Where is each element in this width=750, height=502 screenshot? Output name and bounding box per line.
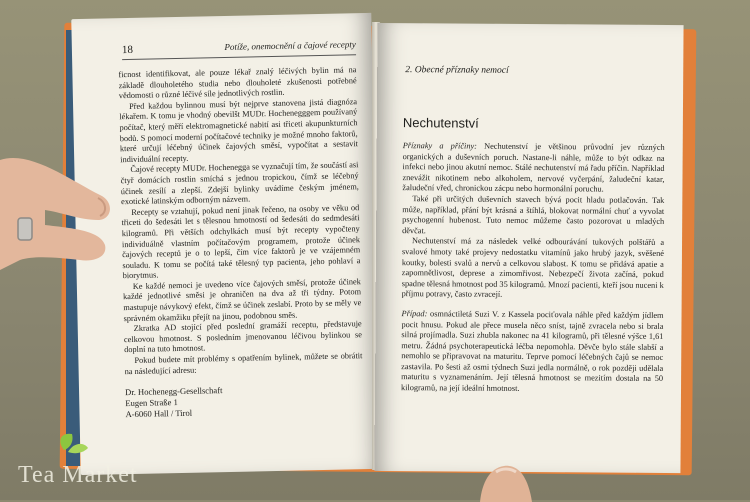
- right-page: [374, 23, 683, 473]
- symptoms-text: Nechutenství je většinou průvodní jev různých organických a duševních poruch. Nastane-li náhle, může to být odkaz na infekci nebo jinou akutní nemoc. Stálé nechutenství má řadu příčin. Například znevážit nikotinem nebo alkoholem, nervové vyčerpání, žaludeční katar, žaludeční vřed, chronickou zácpu nebo hormonální poruchu.: [402, 141, 665, 194]
- address-line: Dr. Hochenegg-Gesellschaft: [124, 385, 223, 398]
- paragraph: Nechutenství má za následek velké odbourávání tukových polštářů a svalové hmoty také projevy nedostatku vitamínů jako hrubý jazyk, svěšené koutky, bolesti svalů a nervů a celkovou slabost. K tomu se přidává apatie a zapomnětlivost, deprese a zimomřivost. Nebezpečí života začíná, pokud spadne tělesná hmotnost pod 35 kilogramů. Mnozí pacienti, kteří jsou nuceni k příjmu potravy, často zvracejí.: [401, 236, 665, 300]
- case-label: Případ:: [401, 309, 428, 319]
- running-head: Potíže, onemocnění a čajové recepty: [224, 39, 356, 52]
- symptoms-label: Příznaky a příčiny:: [402, 141, 477, 151]
- paragraph: Ke každé nemoci je uvedeno více čajových směsí, protože účinek každé jednotlivé směsi je ohraničen na dva až tři týdny. Potom mastupuje návykový efekt, čímž se účinek zeslabí. Proto by se měly ve správném okamžiku přejít na jinou, podobnou směs.: [122, 277, 362, 323]
- bottom-hand: [470, 462, 550, 502]
- address-block: [125, 382, 364, 420]
- symptoms-paragraph: [402, 141, 664, 196]
- paragraph: Čajové recepty MUDr. Hochenegga se vyznačují tím, že součástí asi čtyř domácích rostlin smíchá s jednou tropickou, čímž se léčebný účinek zesílí a zlepší. Zdejší bylinky uvádíme českým jménem, exotické latinským odborným názvem.: [120, 160, 359, 207]
- watermark-text: Tea Market: [18, 462, 138, 488]
- address-line: A-6060 Hall / Tirol: [125, 407, 193, 420]
- case-text: osmnáctiletá Suzi V. z Kassela pociťovala náhle před každým jídlem pocit hnusu. Pokud ale přece musela něco sníst, tajně zvracela nebo si brala silná projímadla. Suzi zhubla nakonec na 41 kilogramů, při tělesné výšce 1,61 metru. Žádná psychoterapeutická léčba nepomohla. Děvče bylo stále slabší a nemohlo se připravovat na maturitu. Teprve pomocí léčebných čajů se nemoc zastavila. Po šesti až osmi týdnech Suzi jedla normálně, o rok později udělala maturitu s vyznamenáním. Její tělesná hmotnost se mezitím dostala na 50 kilogramů, na její ideální hmotnost.: [400, 309, 664, 393]
- page-number: 18: [121, 43, 134, 57]
- section-title: Nechutenství: [402, 115, 479, 131]
- left-page-header: [122, 39, 356, 60]
- left-hand: [0, 150, 120, 300]
- case-paragraph: [401, 309, 664, 396]
- paragraph: Pokud budete mít problémy s opatřením bylinek, můžete se obrátit na následující adresu:: [124, 351, 363, 376]
- left-page-body: [118, 65, 363, 420]
- paragraph: Recepty se vztahují, pokud není jinak řečeno, na osoby ve věku od třiceti do šedesáti let s tělesnou hmotností od šedesáti do sedmdesáti kilogramů. Při větších odchylkách musí být recepty vypočteny individuálně vlastním počítačovým programem, protože účinek čajových receptů je o to lepší, čím více faktorů je ve vzájemném souladu. K tomu se počítá také tělesný typ pacienta, jeho pohlaví a biorytmus.: [121, 202, 361, 281]
- paragraph: Také při určitých duševních stavech bývá pocit hladu potlačován. Tak může, například, přání být krásná a štíhlá, blokovat normální chuť a vyvolat psychogenní hubenost. Tuto nemoc můžeme často pozorovat u mladých děvčat.: [402, 194, 665, 236]
- paragraph: ficnost identifikovat, ale pouze lékař znalý léčivých bylin má na základě dlouholetého studia nebo dlouholeté zkušenosti potřebné vědomosti o různé léčivé síle jednotlivých rostlin.: [118, 65, 357, 101]
- paragraph: Před každou bylinnou musí být nejprve stanovena jistá diagnóza lékařem. K tomu je vhodný obevilšt MUDr. Hochenegggem používaný počítač, který měří elektromagnetické nabití asi třiceti akupunkturních bodů. S pomocí moderní počítačové techniky je možné mnoho faktorů, které určují léčebný účinek čajových směsí, vypočítat a sestavit individuální recepty.: [119, 97, 359, 164]
- right-page-body: [401, 141, 665, 395]
- address-line: Eugen Straße 1: [125, 397, 178, 409]
- chapter-heading: 2. Obecné příznaky nemocí: [405, 65, 509, 76]
- paragraph: Zkratka AD stojící před poslední gramáží receptu, představuje celkovou hmotnost. S posledním jmenovanou léčivou bylinkou se doplní na tuto hmotnost.: [123, 319, 363, 355]
